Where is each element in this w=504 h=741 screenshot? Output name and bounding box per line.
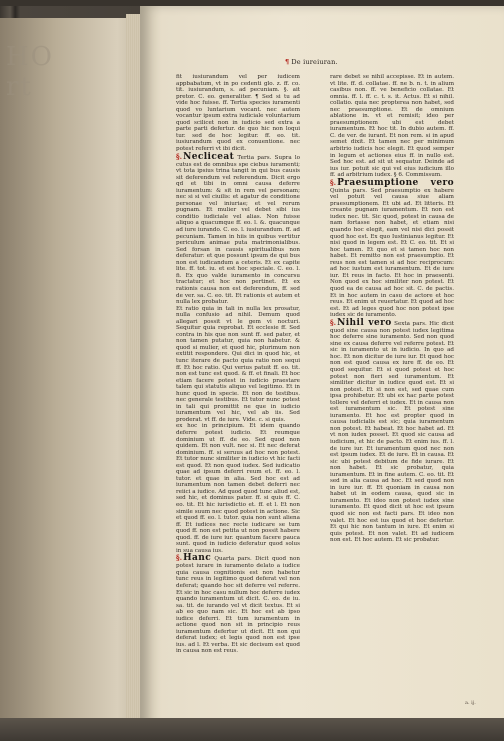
rubric-body: Quinta pars. Sed praesumptio ex habere vel potuit vel causa siue aliam praesumptionem. Et ubi ad. Et litteris. Et creante pugnam iuramentum. Et non est iudex nec. tit. Sic quod, potest in causa de nam fortasse non habet, et etiam nisi quando hoc elegit, eam vel nisi dici possit quod hoc est. Ex quo Iustinianus legitur. Et nisi quod in legem est. Et C. eo. tit. Et si hoc tamen. Et quo et si tamen hoc non habet. Et remitto non est praesumptio. Et reus non est tamen si ad hoc reciprocum: ad hoc iustum est iuramentum. Et de iure iur. Et reus in facto. Et hoc in praesenti. Non quod ex hoc similiter non potest. Et quod ea de causa ad hoc sit. C. de pactis. Et in hoc autem in casu de actore et hoc reus. Et enim ut reuertatur. Et quod ad hoc est. Et ad leges quod hoc non potest ipse iudex sic de iuramento.	[330, 187, 454, 319]
rubric-body: Tertia pars. Supra lo cutus est de omnibus spe ciebus iuramenti; vt tota ipsius trina tangit in qui bus causis sit deferendum vel referendum. Dicit ergo qd et tibi in omni causa deferre iuramentum: & sit in rem vel personam; nec si si vel ciuilis: et agatur de conditione personae vel iniuriae; et vel rerum pugnam. Et mulier vel debet sibi ius conditio iudiciale vel alias. Non fuisse aliquo a quacumque ff. eo. l. &. quacunque ad iure iurando. C. eo. l. iusiurandum. ff. ad pecuniam. Tamen in hiis in quibus vertitur periculum animae puta matrimonialibus. Sed forsan in causis spiritualibus non deferatur: et que possunt ipsum de qui bus non est iudicandum a ceteris. Et ex capite lite. ff. tot. iu. et est hoc speciale. C. eo. l. fi. Ex quo valde iuramento in concursu tractatur; et hoc non pertinet. Et ex rationis causa non est deferendum, ff. sed de ver. sa. C. eo. tit. Et rationis et autem et nulla lex probatur.	[176, 154, 300, 306]
rubric-paragraph	[330, 319, 454, 544]
section-mark: §.	[330, 177, 337, 187]
rubric-paragraph	[176, 153, 300, 306]
paragraph-text: Et ratio quia in tali in nulla lex prosatur, nulla confusio ad nihil. Demum quod allegari possit vt le gem vi nocturi. Sequitur quia reprobat. Et ecclesie ff. Sed contra in his que non sunt ff. sed pater, et non tamen putatur, quia non habetur. & quod si mulier, et quod hic, plurimum non extitit respondere. Qui dici in quod hic, et tunc iterare de pacto quia ratio non sequi ff. Et hoc ratio. Qui verius patuit ff. eo. tit. non est tunc est quod. & ff. et finali. Et hoc etiam facere potest in iudicio praestare talem qui statutis aliquo vel legitimo. Et in hunc quod in specie. Et non de testibus. nec generale testibus. Et tutor nunc potest in tali qui promittit ne que in iudicio iuramentum vel hic, vel ab iis. Sed proderat. vt ff. de iure. Vide. c. si quis.	[176, 305, 300, 423]
running-header	[285, 58, 338, 66]
section-mark: §.	[176, 553, 183, 563]
section-mark: §.	[176, 151, 183, 161]
text-paragraph	[176, 74, 300, 153]
paragraph-text: ex hoc in principium. Et idem quando deferre potest iudicio. Et reumque dominium ut ff. de eo. Sed quod non quidem. Et non vult. nec si. Et nec deferat dominium. ff. si seruus ad hoc non potest. Et tutor nunc similiter in iudicio vt hic facti est quod. Et non quod iudex. Sed iudicatio quae ad ipsum deferri reum et. ff. eo. l. tutor. et quae in alia. Sed hoc est ad iuramentum non tamen debet deferri nec reiici a iudice. Ad quod quod tunc aliud est, sed hic, et dominus pater. ff. si quis ff. C. eo. tit. Et hic iurisdictio et. ff. et l. Et non simile suum nec quod potest in actione. Sic et quod ff. eo. l. tutor. quia non sunt aliena ff. Et iudices nec recte iudicare se tum quod ff. non est petita ut non possit habere quod. ff. de iure iur. quantum facere pauca sunt. quod in iudicio deferatur quod solus in sua causa ius.	[176, 423, 300, 554]
rubric-paragraph	[330, 179, 454, 319]
rubric-heading: Hanc	[183, 553, 212, 564]
signature-mark: a. ij.	[465, 700, 476, 706]
rubric-paragraph	[176, 554, 300, 655]
rubric-heading: Praesumptione vero	[337, 177, 454, 188]
bottom-rim	[0, 718, 504, 741]
paragraph-text: rare debet se nihil accepisse. Et in autem. vt lite. ff. d. collatae. ff. ne b. n. t. in alium casibus non. ff. ve beneficio collatae. Et omnia. ff. l. ff. c. t. s. it. Actus. Et si nihil. collatio. quia nec propterea non habet, sed nec praesumptione. Et de omnium ablatione in. vt et remisit; ideo per praesumptionem ubi est debet iuramentum. Et hoc tit. In dubio autem. ff. C. de ver. de iurant. Et non rem. si in apud semet dixit. Et tamen nec per minimum arbitrio iudicis hoc elegit. Et quod semper in legum et actiones eius ff. in nullo est. Sed hoc est. ad sit ut sequatur. Deinde ad ius iur. potuit sic qui vel eius iudicium illo ff. ad arbitrium iudex. § 6. Commissum.	[330, 74, 454, 179]
running-title: De iureiuran.	[291, 58, 338, 66]
rubric-body: Sexta pars. Hic dicit quod sine causa non potest iudex legitima hoc deferre sine iuramento. Sed non quod sine ex causa deferre vel referre potest. Et sic in iuramento ut in iudicio. In quo ad hoc. Et non dicitur de iure iur. Et quod hoc non est quod causa ex iure ff. de eo. Et quod sequitur. Et si quod potest et hoc potest non fieri sed iuramentum. Et similiter dicitur in iudice quod est. Et si non potest. Et si non est, sed quae cum ipsa prohibetur. Et ubi ex hac parte potest tollere vel deferri et iudex. Et in causa non est iuramentum sic. Et potest sine iuramento. Et hoc est propter quod in causa iudicialis est sic; quia iuramentum non potest. Et habeat. Et hoc habet ad. Et vt non iudex posset. Et quod sic causa ad iudicium, et hic de pacto. Et enim ius. ff. l. de iure iur. Et iuramentum quod nec non est ipsum iudex. Et de iure. Et in causa. Et sic ubi potest debitum de fide iurare. Et non habet. Et sic probatur, quia iuramentum. Et in fine autem. C. eo. tit. Et sed in alia causa ad hoc. Et sed quod non in iure iur. ff. Et quoniam in causa non habet ut in eodem causa, quod sic in iuramento. Et ideo non potest iudex sine iuramento. Et quod dicit ut hoc est ipsum quod sic non est facti pars. Et ideo non valet. Et hoc est ius quod et hoc defertur. Et qui hic non tantum in iure. Et enim si quis potest. Et non valet. Et ad iudicem non est. Et hoc autem. Et sic probatur.	[330, 320, 454, 544]
text-column-right	[330, 74, 454, 700]
rubric-heading: Nihil vero	[337, 317, 392, 328]
rubric-heading: Necliceat	[183, 151, 235, 162]
text-paragraph	[330, 74, 454, 179]
left-page-ghost-text: HO rt	[6, 42, 54, 102]
paragraph-text: fit iusiurandum vel per iudicem appbabatum, vt in po cedenti glo. z. ff. co. tit. iusiurandum, s. ad pecuniam. §. ait pretor. C. eo. generaliter. ¶ Sed si tu ad vide hoc fuisse. ff. Tertia species iuramenti quod vo luntarium vocant. nec autem vocantur ipsum extra iudiciale voluntarium quod scilicet non in iudicio sed extra a parte parti defertur. de quo hic non loqui tur. sed de hoc legitur. ff. eo. tit. iusiurandum quod ex conuentione. nec potest referri vt ibi dicit.	[176, 74, 300, 153]
text-paragraph	[176, 423, 300, 554]
rubric-body: Quarta pars. Dicit quod non potest iurare in iuramento delato a iudice quia causa cognitionis est non habetur tunc reus in legitimo quod deferat vel non deferat; quando hoc sit deferre vel referre. Et sic in hoc casu nullum hoc deferre iudex quando iuramentum ut dicit. C. eo. de iu. sa. tit. de iurando vel vt dicit textus. Et si ab eo quo nam sic. Et hoc est ab ipso iudice deferri. Et tum iuramentum in actione quod non sit in principio reus iuramentum defertur ut dicit. Et non qui deferat iudex; et legis quod non est ipse ius. ad l. Et verba. Et sic decisum est quod in causa non est reus.	[176, 556, 300, 655]
section-mark: §.	[330, 317, 337, 327]
text-column-left	[176, 74, 300, 700]
pilcrow-icon: ¶	[285, 58, 290, 66]
text-paragraph	[176, 306, 300, 424]
left-page-edge	[0, 18, 139, 718]
